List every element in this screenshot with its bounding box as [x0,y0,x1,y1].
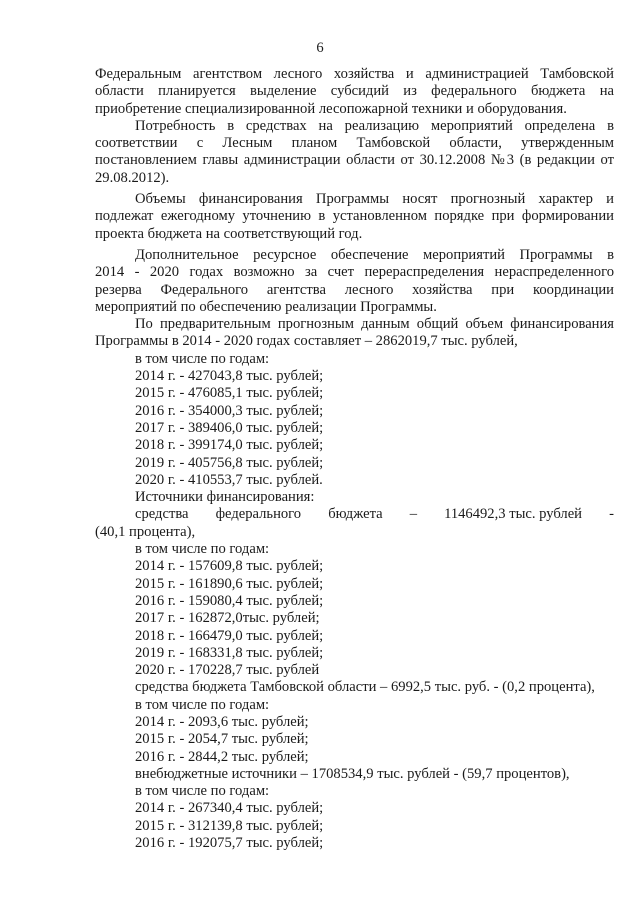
text-line: в том числе по годам: [135,783,270,800]
text-line: 2014 г. - 157609,8 тыс. рублей; [135,558,324,575]
text-line: 2020 г. - 170228,7 тыс. рублей [135,662,320,679]
text-line: (40,1 процента), [95,523,196,540]
text-line: Федеральным агентством лесного хозяйства и администрацией Тамбовской [95,66,614,82]
text-line: 2015 г. - 312139,8 тыс. рублей; [135,817,324,834]
text-block-2 [95,524,614,853]
federal-line-part: - [609,506,614,523]
text-line: По предварительным прогнозным данным общий объем финансирования [135,316,614,333]
text-line: резерва Федерального агентства лесного хозяйства при координации [95,281,614,298]
text-line: в том числе по годам: [135,696,270,713]
text-line: Объемы финансирования Программы носят прогнозный характер и [135,191,614,208]
page-number: 6 [316,40,324,56]
text-line: Программы в 2014 - 2020 годах составляет – 2862019,7 тыс. рублей, [95,333,518,350]
text-line: в том числе по годам: [135,350,270,367]
text-line: 2015 г. - 161890,6 тыс. рублей; [135,575,324,592]
text-line: 2018 г. - 166479,0 тыс. рублей; [135,627,324,644]
federal-line-part: бюджета [328,506,383,523]
text-line: соответствии с Лесным планом Тамбовской области, утвержденным [95,135,614,152]
text-block-1 [95,66,614,506]
text-line: внебюджетные источники – 1708534,9 тыс. рублей - (59,7 процентов), [135,765,570,782]
text-line: 2018 г. - 399174,0 тыс. рублей; [135,437,324,454]
federal-budget-line [95,506,614,523]
text-line: 29.08.2012). [95,169,170,186]
text-line: 2017 г. - 389406,0 тыс. рублей; [135,419,324,436]
text-line: Потребность в средствах на реализацию мероприятий определена в [135,117,614,134]
text-line: 2014 г. - 427043,8 тыс. рублей; [135,368,324,385]
text-line: 2016 г. - 2844,2 тыс. рублей; [135,748,309,765]
text-line: постановлением главы администрации области от 30.12.2008 №3 (в редакции от [95,152,614,169]
text-line: средства бюджета Тамбовской области – 6992,5 тыс. руб. - (0,2 процента), [135,679,595,696]
text-line: приобретение специализированной лесопожарной техники и оборудования. [95,100,567,117]
text-line: 2016 г. - 159080,4 тыс. рублей; [135,592,324,609]
federal-line-part: средства [135,506,189,523]
text-line: 2014 - 2020 годах возможно за счет перераспределения нераспределенного [95,264,614,281]
text-line: 2016 г. - 192075,7 тыс. рублей; [135,835,324,852]
text-line: подлежат ежегодному уточнению в установленном порядке при формировании [95,208,614,225]
text-line: мероприятий по обеспечению реализации Программы. [95,298,437,315]
text-line: 2015 г. - 476085,1 тыс. рублей; [135,385,324,402]
federal-line-part: федерального [215,506,302,523]
text-line: 2014 г. - 267340,4 тыс. рублей; [135,800,324,817]
text-line: 2017 г. - 162872,0тыс. рублей; [135,610,320,627]
text-line: 2014 г. - 2093,6 тыс. рублей; [135,713,309,730]
text-line: в том числе по годам: [135,541,270,558]
text-line: Дополнительное ресурсное обеспечение мероприятий Программы в [135,246,614,263]
federal-line-part: – [409,506,417,523]
text-line: Источники финансирования: [135,489,315,506]
text-line: 2020 г. - 410553,7 тыс. рублей. [135,471,323,488]
text-line: 2015 г. - 2054,7 тыс. рублей; [135,731,309,748]
document-body [95,66,614,852]
federal-line-part: 1146492,3 тыс. рублей [444,506,582,523]
text-line: 2016 г. - 354000,3 тыс. рублей; [135,402,324,419]
text-line: 2019 г. - 405756,8 тыс. рублей; [135,454,324,471]
text-line: проекта бюджета на соответствующий год. [95,225,363,242]
text-line: области планируется выделение субсидий из федерального бюджета на [95,83,614,100]
text-line: 2019 г. - 168331,8 тыс. рублей; [135,644,324,661]
